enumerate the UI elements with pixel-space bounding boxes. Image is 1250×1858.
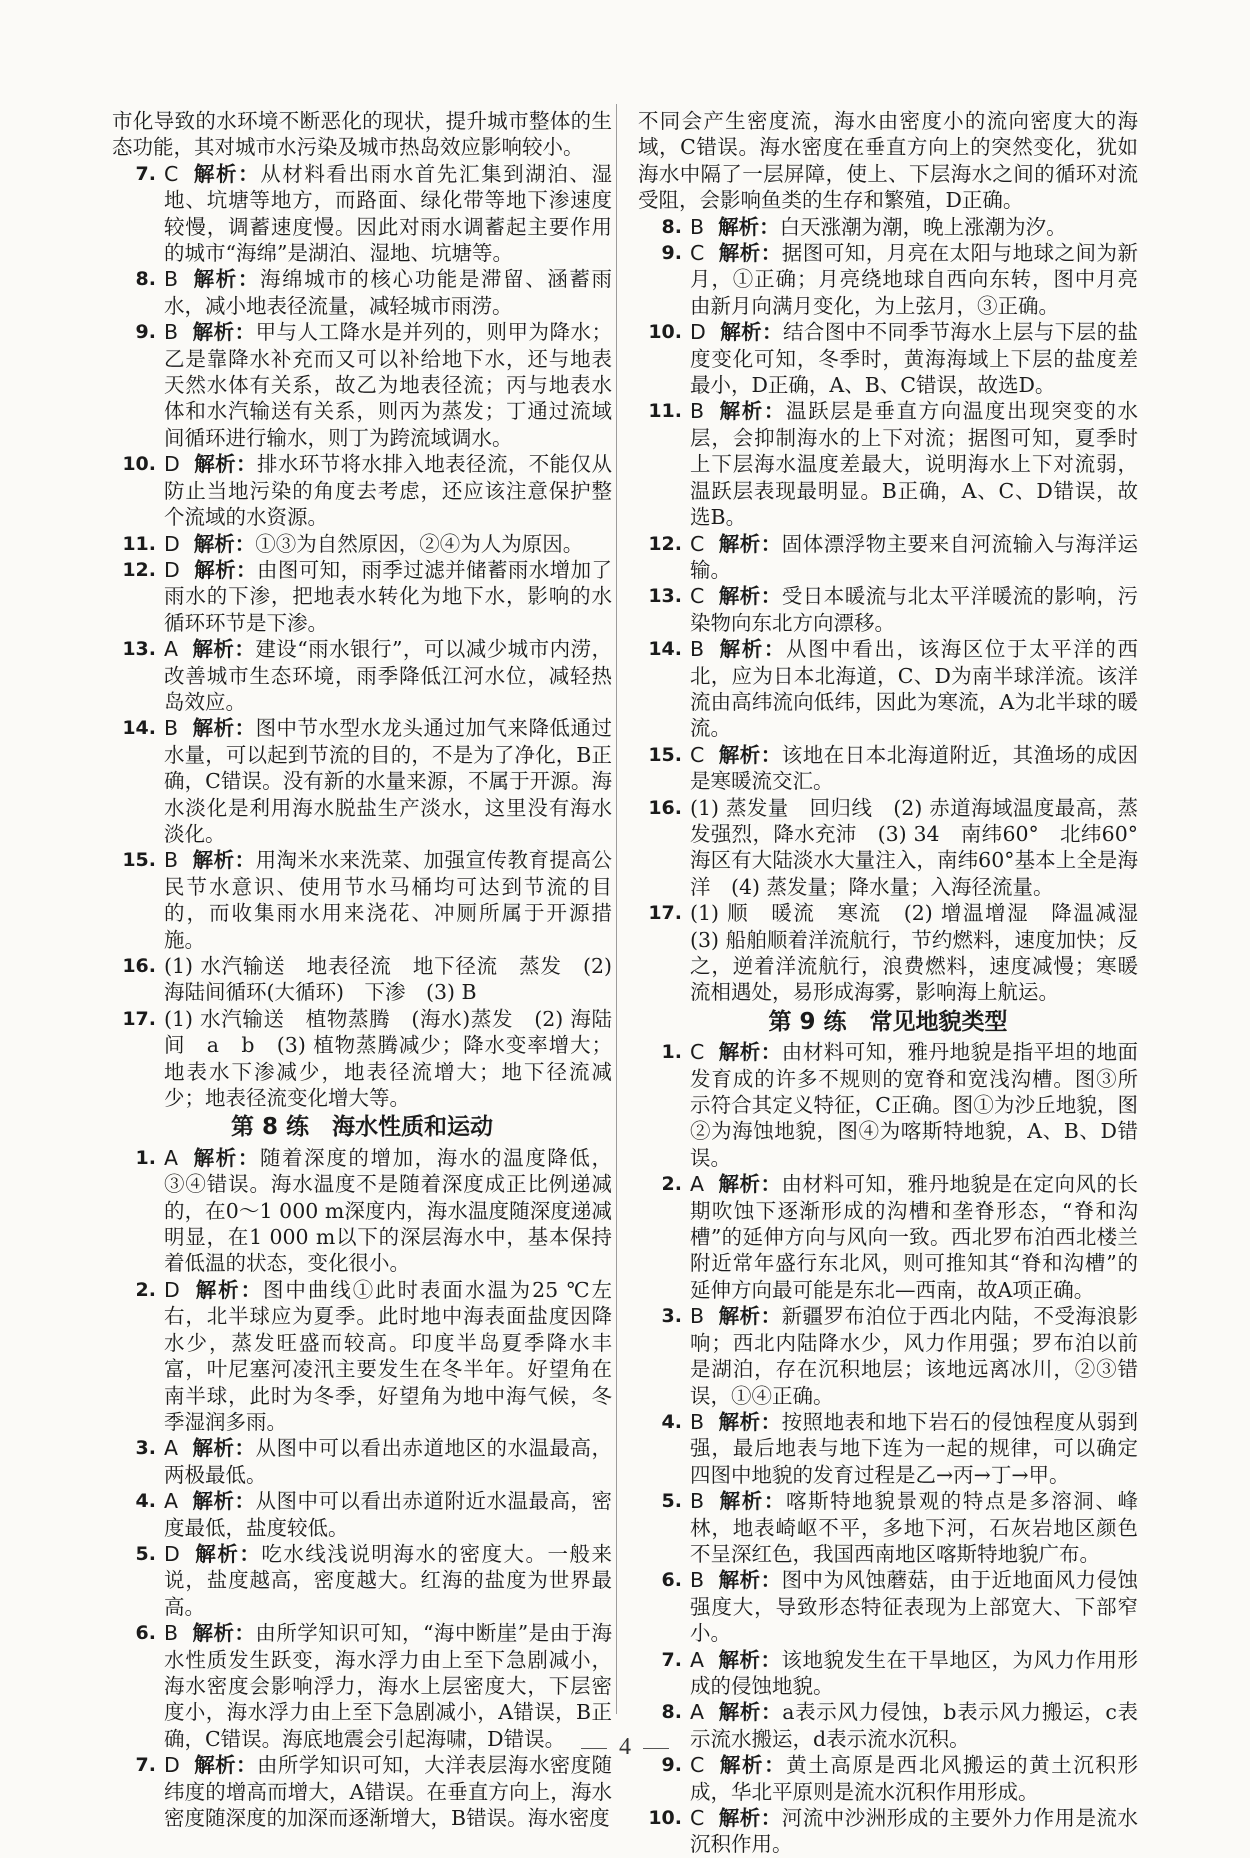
analysis-label: 解析： <box>718 584 782 609</box>
analysis-label: 解析： <box>718 637 786 662</box>
answer-item <box>638 398 1138 530</box>
item-number: 10. <box>122 453 156 476</box>
item-number: 8. <box>135 268 156 291</box>
answer-choice: A <box>690 1647 705 1672</box>
answer-choice: D <box>164 1277 180 1302</box>
item-number: 1. <box>135 1146 156 1169</box>
analysis-label: 解析： <box>718 1172 782 1197</box>
column-divider <box>616 104 617 1714</box>
answer-item <box>638 1567 1138 1646</box>
analysis-label: 解析： <box>193 1753 257 1778</box>
item-number: 15. <box>648 743 682 766</box>
analysis-label: 解析： <box>718 1647 782 1672</box>
answer-item <box>112 953 612 1006</box>
page-number: 4 <box>619 1734 631 1760</box>
answer-item <box>638 1647 1138 1700</box>
item-number: 11. <box>648 400 682 423</box>
answer-item <box>638 214 1138 240</box>
answer-choice: A <box>164 1145 179 1170</box>
answer-item <box>112 847 612 953</box>
answer-text: 从图中可以看出赤道地区的水温最高，两极最低。 <box>164 1436 613 1487</box>
analysis-label: 解析： <box>192 716 256 741</box>
answer-text: 吃水线浅说明海水的密度大。一般来说，盐度越高，密度越大。红海的盐度为世界最高。 <box>164 1541 613 1619</box>
continued-text: 市化导致的水环境不断恶化的现状，提升城市整体的生态功能，其对城市水污染及城市热岛效应影响较小。 <box>112 109 612 160</box>
analysis-label: 解析： <box>718 1806 782 1830</box>
answer-text: 随着深度的增加，海水的温度降低，③④错误。海水温度不是随着深度成正比例递减的，在0～1 000 m深度内，海水温度随深度递减明显，在1 000 m以下的深层海水中，基本保持着低温的状态，变化很小。 <box>164 1145 613 1276</box>
analysis-label: 解析： <box>718 1409 782 1434</box>
answer-text: 海绵城市的核心功能是滞留、涵蓄雨水，减小地表径流量，减轻城市雨涝。 <box>164 267 613 318</box>
answer-text: 该地在日本北海道附近，其渔场的成因是寒暖流交汇。 <box>690 742 1139 794</box>
answer-text: 用淘米水来洗菜、加强宣传教育提高公民节水意识、使用节水马桶均可达到节流的目的，而收集雨水用来浇花、冲厕所属于开源措施。 <box>164 848 612 952</box>
answer-list-section-8 <box>112 1145 612 1832</box>
answer-text: 从图中可以看出赤道附近水温最高，密度最低，盐度较低。 <box>164 1489 613 1540</box>
answer-text: 由材料可知，雅丹地貌是指平坦的地面发育成的许多不规则的宽脊和宽浅沟槽。图③所示符合其定义特征，C正确。图①为沙丘地貌，图②为海蚀地貌，图④为喀斯特地貌，A、B、D错误。 <box>690 1040 1139 1170</box>
analysis-label: 解析： <box>193 531 256 556</box>
continued-text: 不同会产生密度流，海水由密度小的流向密度大的海域，C错误。海水密度在垂直方向上的突然变化，犹如海水中隔了一层屏障，使上、下层海水之间的循环对流受阻，会影响鱼类的生存和繁殖，D正确。 <box>638 109 1138 213</box>
answer-item <box>112 1541 612 1620</box>
answer-text: 新疆罗布泊位于西北内陆，不受海浪影响；西北内陆降水少，风力作用强；罗布泊以前是湖泊，存在沉积地层；该地远离冰川，②③错误，①④正确。 <box>690 1304 1138 1408</box>
answer-item <box>112 1435 612 1488</box>
answer-choice: D <box>164 557 180 582</box>
answer-item <box>112 636 612 715</box>
answer-text: 图中曲线①此时表面水温为25 ℃左右，北半球应为夏季。此时地中海表面盐度因降水少，蒸发旺盛而较高。印度半岛夏季降水丰富，叶尼塞河凌汛主要发生在冬半年。好望角在南半球，此时为冬季，好望角为地中海气候，冬季湿润多雨。 <box>164 1277 612 1434</box>
item-number: 8. <box>661 1701 682 1724</box>
answer-choice: B <box>690 399 705 424</box>
analysis-label: 解析： <box>718 1040 782 1065</box>
analysis-label: 解析： <box>718 1568 782 1593</box>
answer-item <box>638 900 1159 1006</box>
answer-text: (1) 水汽输送 地表径流 地下径流 蒸发 (2) 海陆间循环(大循环) 下渗 (3) B <box>164 954 612 1005</box>
answer-item <box>112 319 612 451</box>
answer-item <box>638 795 1138 901</box>
item-number: 2. <box>135 1278 156 1301</box>
answer-text: 图中为风蚀蘑菇，由于近地面风力侵蚀强度大，导致形态特征表现为上部宽大、下部窄小。 <box>690 1568 1138 1646</box>
answer-text: 温跃层是垂直方向温度出现突变的水层，会抑制海水的上下对流；据图可知，夏季时上下层海水温度差最大，说明海水上下对流弱，温跃层表现最明显。B正确，A、C、D错误，故选B。 <box>690 399 1139 530</box>
item-number: 16. <box>122 955 156 977</box>
analysis-label: 解析： <box>718 1489 786 1514</box>
answer-item <box>638 319 1138 398</box>
item-number: 14. <box>122 717 156 740</box>
analysis-label: 解析： <box>192 1145 260 1170</box>
analysis-label: 解析： <box>192 1489 256 1514</box>
footer-dash <box>581 1748 607 1749</box>
answer-item <box>112 451 612 530</box>
answer-choice: B <box>164 1621 179 1646</box>
analysis-label: 解析： <box>193 1277 263 1302</box>
answer-text: (1) 蒸发量 回归线 (2) 赤道海域温度最高，蒸发强烈，降水充沛 (3) 34 南纬60° 北纬60°海区有大陆淡水大量注入，南纬60°基本上全是海洋 (4) 蒸发量；降水量；入海径流量。 <box>690 795 1138 899</box>
answer-choice: B <box>690 214 705 239</box>
section-heading-9: 第 9 练 常见地貌类型 <box>768 1008 1008 1035</box>
answer-text: 从图中看出，该海区位于太平洋的西北，应为日本北海道，C、D为南半球洋流。该洋流由高纬流向低纬，因此为寒流，A为北半球的暖流。 <box>690 637 1139 741</box>
analysis-label: 解析： <box>718 1753 787 1778</box>
item-number: 4. <box>135 1490 156 1513</box>
answer-item <box>638 636 1138 742</box>
answer-item <box>638 1039 1138 1171</box>
item-number: 7. <box>661 1648 682 1671</box>
answer-item <box>112 531 612 557</box>
answer-choice: C <box>690 584 705 609</box>
answer-text: 由所学知识可知，大洋表层海水密度随纬度的增高而增大，A错误。在垂直方向上，海水密度随深度的加深而逐渐增大，B错误。海水密度 <box>164 1753 612 1830</box>
item-number: 9. <box>661 1754 682 1777</box>
answer-choice: A <box>690 1172 705 1197</box>
item-number: 4. <box>661 1410 682 1433</box>
answer-text: 喀斯特地貌景观的特点是多溶洞、峰林，地表崎岖不平，多地下河，石灰岩地区颜色不呈深红色，我国西南地区喀斯特地貌广布。 <box>690 1489 1139 1566</box>
answer-text: 该地貌发生在干旱地区，为风力作用形成的侵蚀地貌。 <box>690 1647 1139 1698</box>
analysis-label: 解析： <box>718 1700 783 1725</box>
answer-list-section-8-cont <box>638 214 1159 1006</box>
analysis-label: 解析： <box>192 320 256 345</box>
analysis-label: 解析： <box>718 214 780 239</box>
item-number: 5. <box>661 1490 682 1513</box>
answer-text: 据图可知，月亮在太阳与地球之间为新月，①正确；月亮绕地球自西向东转，图中月亮由新月向满月变化，为上弦月，③正确。 <box>690 241 1139 318</box>
analysis-label: 解析： <box>718 399 786 424</box>
item-number: 2. <box>661 1173 682 1196</box>
answer-text: (1) 顺 暖流 寒流 (2) 增温增湿 降温减湿 (3) 船舶顺着洋流航行，节约燃料，速度加快；反之，逆着洋流航行，浪费燃料，速度减慢；寒暖流相遇处，易形成海雾，影响海上航运。 <box>690 901 1159 1005</box>
answer-item <box>112 266 612 319</box>
item-number: 3. <box>661 1305 682 1328</box>
answer-item <box>638 1409 1138 1488</box>
analysis-label: 解析： <box>192 161 261 186</box>
item-number: 6. <box>135 1622 156 1645</box>
analysis-label: 解析： <box>719 320 783 345</box>
answer-text: 固体漂浮物主要来自河流输入与海洋运输。 <box>690 531 1139 582</box>
answer-choice: B <box>690 637 705 662</box>
answer-item <box>112 715 612 847</box>
item-number: 10. <box>648 1807 682 1829</box>
item-number: 16. <box>648 796 682 819</box>
answer-text: 排水环节将水排入地表径流，不能仅从防止当地污染的角度去考虑，还应该注意保护整个流域的水资源。 <box>164 452 612 530</box>
answer-choice: D <box>164 1541 180 1566</box>
answer-choice: C <box>690 742 705 767</box>
answer-text: 建设“雨水银行”，可以减少城市内涝，改善城市生态环境，雨季降低江河水位，减轻热岛效应。 <box>164 637 612 714</box>
answer-choice: B <box>690 1568 705 1593</box>
analysis-label: 解析： <box>718 1304 782 1329</box>
analysis-label: 解析： <box>193 1541 262 1566</box>
answer-item <box>638 240 1138 319</box>
answer-item <box>112 557 612 636</box>
answer-item <box>112 1006 612 1112</box>
answer-item <box>112 1145 612 1277</box>
answer-choice: A <box>164 637 179 662</box>
item-number: 3. <box>135 1437 156 1460</box>
answer-choice: B <box>164 267 179 292</box>
answer-item <box>112 1620 612 1752</box>
answer-item <box>112 1488 612 1541</box>
answer-choice: A <box>164 1436 179 1461</box>
answer-text: 由材料可知，雅丹地貌是在定向风的长期吹蚀下逐渐形成的沟槽和垄脊形态，“脊和沟槽”的延伸方向与风向一致。西北罗布泊西北楼兰附近常年盛行东北风，则可推知其“脊和沟槽”的延伸方向最可能是东北—西南，故A项正确。 <box>690 1172 1139 1302</box>
item-number: 7. <box>135 162 156 185</box>
item-number: 10. <box>648 321 682 344</box>
answer-text: 黄土高原是西北风搬运的黄土沉积形成，华北平原则是流水沉积作用形成。 <box>690 1753 1139 1804</box>
item-number: 9. <box>135 321 156 344</box>
answer-item <box>112 1752 612 1831</box>
answer-text: 按照地表和地下岩石的侵蚀程度从弱到强，最后地表与地下连为一起的规律，可以确定四图中地貌的发育过程是乙→丙→丁→甲。 <box>690 1409 1138 1487</box>
item-number: 17. <box>648 902 682 925</box>
analysis-label: 解析： <box>718 531 782 556</box>
answer-text: 河流中沙洲形成的主要外力作用是流水沉积作用。 <box>690 1806 1139 1857</box>
right-column <box>638 108 1159 1858</box>
page-footer <box>0 1734 1250 1761</box>
item-number: 7. <box>135 1754 156 1777</box>
answer-item <box>638 1171 1138 1303</box>
item-number: 6. <box>661 1569 682 1592</box>
item-number: 15. <box>122 849 156 872</box>
answer-choice: D <box>164 531 180 556</box>
item-number: 13. <box>648 585 682 608</box>
answer-choice: C <box>690 1753 705 1778</box>
answer-text: 白天涨潮为潮，晚上涨潮为汐。 <box>779 214 1067 239</box>
left-column <box>112 108 612 1831</box>
answer-choice: B <box>690 1489 705 1514</box>
answer-text: 结合图中不同季节海水上层与下层的盐度变化可知，冬季时，黄海海域上下层的盐度差最小，D正确，A、B、C错误，故选D。 <box>690 320 1138 398</box>
answer-choice: B <box>690 1409 705 1434</box>
item-number: 8. <box>661 215 682 238</box>
analysis-label: 解析： <box>718 742 782 767</box>
answer-text: (1) 水汽输送 植物蒸腾 (海水)蒸发 (2) 海陆间 a b (3) 植物蒸腾减少；降水变率增大；地表水下渗减少，地表径流增大；地下径流减少；地表径流变化增大等。 <box>164 1006 612 1111</box>
item-number: 14. <box>648 638 682 661</box>
answer-choice: B <box>164 848 179 873</box>
answer-text: a表示风力侵蚀，b表示风力搬运，c表示流水搬运，d表示流水沉积。 <box>690 1700 1139 1751</box>
answer-text: 由图可知，雨季过滤并储蓄雨水增加了雨水的下渗，把地表水转化为地下水，影响的水循环环节是下渗。 <box>164 557 612 635</box>
answer-choice: B <box>164 716 179 741</box>
section-heading-8: 第 8 练 海水性质和运动 <box>230 1114 494 1141</box>
answer-choice: D <box>164 1753 180 1778</box>
answer-text: 由所学知识可知，“海中断崖”是由于海水性质发生跃变，海水浮力由上至下急剧减小，海水密度会影响浮力，海水上层密度大，下层密度小，海水浮力由上至下急剧减小，A错误，B正确，C错误。海底地震会引起海啸，D错误。 <box>164 1621 613 1751</box>
item-number: 12. <box>122 558 156 581</box>
answer-choice: C <box>690 241 705 266</box>
answer-text: 从材料看出雨水首先汇集到湖泊、湿地、坑塘等地方，而路面、绿化带等地下渗速度较慢，调蓄速度慢。因此对雨水调蓄起主要作用的城市“海绵”是湖泊、湿地、坑塘等。 <box>164 161 613 266</box>
answer-choice: D <box>690 320 706 345</box>
analysis-label: 解析： <box>193 452 257 477</box>
item-number: 1. <box>661 1041 682 1064</box>
answer-choice: C <box>164 161 179 186</box>
answer-item <box>638 1805 1138 1858</box>
item-number: 13. <box>122 638 156 661</box>
answer-item <box>638 531 1138 584</box>
answer-item <box>638 1488 1138 1567</box>
item-number: 5. <box>135 1542 156 1565</box>
analysis-label: 解析： <box>192 267 260 292</box>
answer-item <box>638 742 1138 795</box>
answer-choice: C <box>690 1040 705 1065</box>
item-number: 9. <box>661 242 682 265</box>
analysis-label: 解析： <box>718 241 782 266</box>
item-number: 17. <box>122 1007 156 1030</box>
analysis-label: 解析： <box>192 1436 256 1461</box>
answer-choice: A <box>690 1700 705 1725</box>
answer-list-section-7 <box>112 161 612 1112</box>
footer-dash <box>643 1748 669 1749</box>
answer-item <box>638 1303 1138 1409</box>
answer-choice: C <box>690 1806 705 1830</box>
answer-item <box>638 583 1138 636</box>
answer-text: 甲与人工降水是并列的，则甲为降水；乙是靠降水补充而又可以补给地下水，还与地表天然水体有关系，故乙为地表径流；丙与地表水体和水汽输送有关系，则丙为蒸发；丁通过流域间循环进行输水，则丁为跨流域调水。 <box>164 320 612 450</box>
answer-text: 受日本暖流与北太平洋暖流的影响，污染物向东北方向漂移。 <box>690 584 1139 635</box>
answer-choice: B <box>690 1304 705 1329</box>
answer-choice: D <box>164 452 180 477</box>
analysis-label: 解析： <box>193 557 257 582</box>
answer-choice: C <box>690 531 705 556</box>
answer-item <box>112 1277 612 1435</box>
analysis-label: 解析： <box>192 848 256 873</box>
item-number: 11. <box>122 532 156 555</box>
answer-text: 图中节水型水龙头通过加气来降低通过水量，可以起到节流的目的，不是为了净化，B正确，C错误。没有新的水量来源，不属于开源。海水淡化是利用海水脱盐生产淡水，这里没有海水淡化。 <box>164 716 612 846</box>
answer-choice: A <box>164 1489 179 1514</box>
analysis-label: 解析： <box>192 637 256 662</box>
answer-choice: B <box>164 320 179 345</box>
item-number: 12. <box>648 532 682 555</box>
answer-item <box>112 161 612 267</box>
analysis-label: 解析： <box>192 1621 256 1646</box>
answer-text: ①③为自然原因，②④为人为原因。 <box>255 531 584 556</box>
